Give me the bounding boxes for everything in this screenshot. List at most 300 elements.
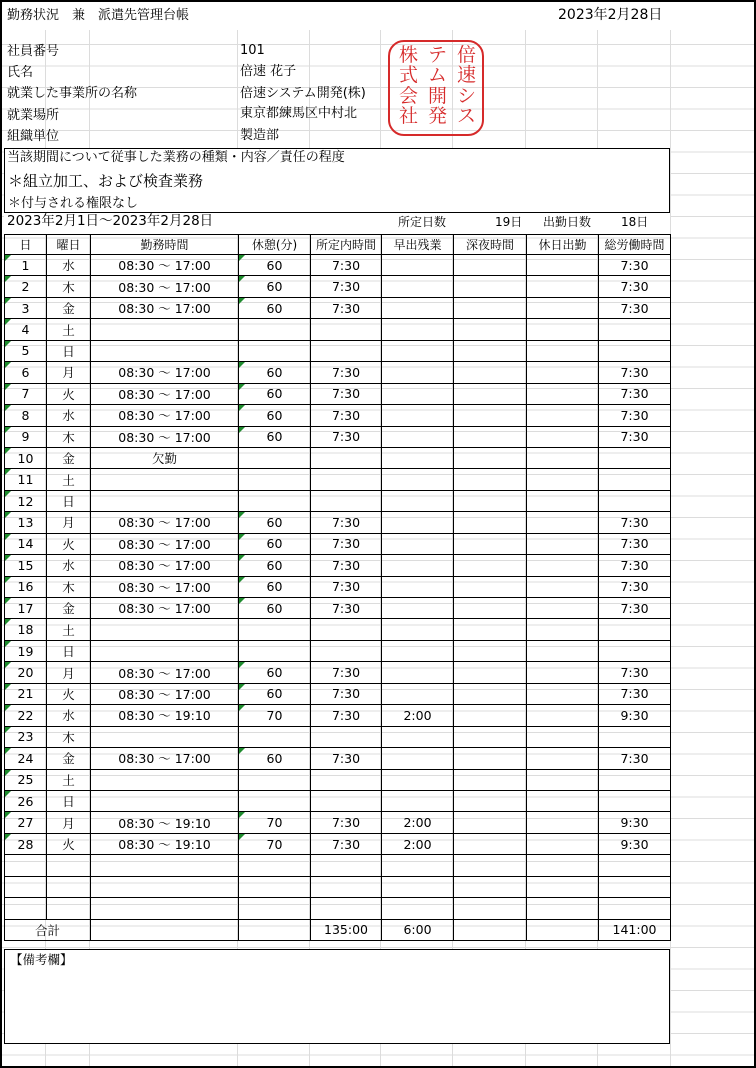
table-cell[interactable]: 27 <box>5 812 47 833</box>
table-cell[interactable]: 7:30 <box>311 426 382 447</box>
table-cell[interactable] <box>382 490 454 511</box>
table-cell[interactable]: 月 <box>47 512 91 533</box>
table-cell[interactable] <box>454 640 527 661</box>
table-cell[interactable]: 7:30 <box>311 405 382 426</box>
remarks-box[interactable] <box>4 949 670 1044</box>
table-cell[interactable]: 7:30 <box>599 662 671 683</box>
table-cell[interactable] <box>382 769 454 790</box>
table-cell[interactable] <box>454 469 527 490</box>
table-cell[interactable] <box>454 297 527 318</box>
table-cell[interactable]: 7:30 <box>599 555 671 576</box>
table-cell[interactable] <box>454 598 527 619</box>
table-cell[interactable] <box>527 855 599 876</box>
table-cell[interactable] <box>91 619 239 640</box>
table-cell[interactable] <box>311 876 382 897</box>
table-cell[interactable]: 2 <box>5 276 47 297</box>
table-cell[interactable]: 16 <box>5 576 47 597</box>
table-cell[interactable]: 金 <box>47 447 91 468</box>
table-cell[interactable]: 月 <box>47 362 91 383</box>
table-cell[interactable] <box>5 855 47 876</box>
table-cell[interactable]: 7:30 <box>311 555 382 576</box>
table-cell[interactable] <box>599 640 671 661</box>
table-cell[interactable] <box>454 447 527 468</box>
table-cell[interactable] <box>454 319 527 340</box>
table-cell[interactable]: 08:30 ～ 17:00 <box>91 555 239 576</box>
table-cell[interactable] <box>382 619 454 640</box>
table-cell[interactable] <box>527 555 599 576</box>
table-cell[interactable] <box>311 855 382 876</box>
table-cell[interactable]: 7:30 <box>311 297 382 318</box>
table-cell[interactable]: 7:30 <box>311 362 382 383</box>
table-cell[interactable] <box>527 512 599 533</box>
table-cell[interactable] <box>454 812 527 833</box>
table-cell[interactable]: 6 <box>5 362 47 383</box>
table-cell[interactable]: 08:30 ～ 17:00 <box>91 533 239 554</box>
table-cell[interactable]: 日 <box>47 340 91 361</box>
table-cell[interactable] <box>382 748 454 769</box>
table-cell[interactable]: 3 <box>5 297 47 318</box>
table-cell[interactable] <box>527 812 599 833</box>
table-cell[interactable] <box>91 876 239 897</box>
table-cell[interactable]: 木 <box>47 726 91 747</box>
table-cell[interactable]: 木 <box>47 576 91 597</box>
table-cell[interactable]: 火 <box>47 683 91 704</box>
table-cell[interactable] <box>91 469 239 490</box>
table-cell[interactable] <box>599 469 671 490</box>
table-cell[interactable] <box>599 876 671 897</box>
table-cell[interactable]: 08:30 ～ 17:00 <box>91 276 239 297</box>
column-header: 所定内時間 <box>311 235 382 255</box>
table-cell[interactable] <box>454 705 527 726</box>
table-cell[interactable] <box>599 790 671 811</box>
table-cell[interactable] <box>454 726 527 747</box>
table-cell[interactable]: 60 <box>239 297 311 318</box>
table-cell[interactable] <box>454 276 527 297</box>
table-cell[interactable]: 金 <box>47 748 91 769</box>
table-cell[interactable] <box>382 319 454 340</box>
table-cell[interactable]: 26 <box>5 790 47 811</box>
table-cell[interactable]: 土 <box>47 769 91 790</box>
table-cell[interactable]: 7:30 <box>311 833 382 854</box>
table-cell[interactable] <box>382 876 454 897</box>
table-cell[interactable]: 月 <box>47 812 91 833</box>
table-cell[interactable]: 2:00 <box>382 812 454 833</box>
table-cell[interactable] <box>527 790 599 811</box>
table-cell[interactable]: 7:30 <box>599 383 671 404</box>
table-cell[interactable]: 08:30 ～ 19:10 <box>91 705 239 726</box>
table-cell[interactable]: 9:30 <box>599 812 671 833</box>
table-cell[interactable]: 金 <box>47 598 91 619</box>
table-cell[interactable]: 日 <box>47 640 91 661</box>
table-cell[interactable]: 水 <box>47 405 91 426</box>
table-cell[interactable] <box>91 769 239 790</box>
table-cell[interactable] <box>527 898 599 919</box>
table-cell[interactable] <box>382 276 454 297</box>
table-cell[interactable]: 7:30 <box>311 812 382 833</box>
table-cell[interactable] <box>454 833 527 854</box>
table-cell[interactable]: 25 <box>5 769 47 790</box>
table-cell[interactable]: 7:30 <box>311 383 382 404</box>
table-cell[interactable] <box>311 619 382 640</box>
table-cell[interactable] <box>311 447 382 468</box>
table-cell[interactable]: 60 <box>239 512 311 533</box>
table-cell[interactable] <box>599 855 671 876</box>
table-cell[interactable] <box>382 447 454 468</box>
table-cell[interactable]: 7:30 <box>311 533 382 554</box>
table-cell[interactable]: 7:30 <box>599 426 671 447</box>
table-cell[interactable]: 7:30 <box>311 255 382 276</box>
table-row <box>5 576 671 597</box>
table-cell[interactable] <box>454 362 527 383</box>
table-cell[interactable]: 月 <box>47 662 91 683</box>
table-cell[interactable] <box>454 383 527 404</box>
table-cell[interactable] <box>527 876 599 897</box>
table-cell[interactable] <box>91 898 239 919</box>
table-cell[interactable] <box>91 790 239 811</box>
table-cell[interactable]: 7:30 <box>311 598 382 619</box>
table-cell[interactable] <box>454 898 527 919</box>
table-cell[interactable]: 7:30 <box>311 512 382 533</box>
table-cell[interactable]: 08:30 ～ 17:00 <box>91 598 239 619</box>
table-cell[interactable] <box>91 340 239 361</box>
table-cell[interactable] <box>311 319 382 340</box>
document-title: 勤務状況 兼 派遣先管理台帳 <box>7 8 190 23</box>
table-cell[interactable] <box>527 705 599 726</box>
table-cell[interactable]: 70 <box>239 812 311 833</box>
table-cell[interactable] <box>527 383 599 404</box>
table-cell[interactable]: 60 <box>239 662 311 683</box>
table-cell[interactable] <box>527 683 599 704</box>
table-cell[interactable]: 60 <box>239 748 311 769</box>
table-cell[interactable] <box>382 426 454 447</box>
table-cell[interactable] <box>311 469 382 490</box>
table-cell[interactable]: 17 <box>5 598 47 619</box>
table-cell[interactable]: 60 <box>239 533 311 554</box>
table-cell[interactable]: 4 <box>5 319 47 340</box>
employee-name-label: 氏名 <box>7 65 34 80</box>
table-cell[interactable] <box>382 576 454 597</box>
column-header: 勤務時間 <box>91 235 239 255</box>
table-cell[interactable] <box>91 855 239 876</box>
table-cell[interactable]: 日 <box>47 790 91 811</box>
table-cell[interactable]: 火 <box>47 533 91 554</box>
table-row <box>5 833 671 854</box>
table-cell[interactable]: 7:30 <box>599 598 671 619</box>
table-cell[interactable] <box>311 490 382 511</box>
table-cell[interactable] <box>454 748 527 769</box>
total-overtime: 6:00 <box>382 919 454 940</box>
table-cell[interactable]: 60 <box>239 276 311 297</box>
table-cell[interactable] <box>382 855 454 876</box>
table-cell[interactable]: 水 <box>47 255 91 276</box>
table-cell[interactable]: 7:30 <box>311 705 382 726</box>
table-cell[interactable] <box>47 855 91 876</box>
table-cell[interactable] <box>599 340 671 361</box>
table-cell[interactable]: 60 <box>239 405 311 426</box>
table-cell[interactable]: 9:30 <box>599 833 671 854</box>
table-cell[interactable] <box>382 683 454 704</box>
table-cell[interactable]: 60 <box>239 683 311 704</box>
table-row <box>5 276 671 297</box>
table-cell[interactable] <box>454 576 527 597</box>
table-cell[interactable] <box>454 340 527 361</box>
table-cell[interactable] <box>5 898 47 919</box>
table-cell[interactable] <box>454 512 527 533</box>
table-cell[interactable]: 7:30 <box>599 576 671 597</box>
table-cell[interactable] <box>239 898 311 919</box>
table-cell[interactable] <box>527 362 599 383</box>
table-cell[interactable]: 08:30 ～ 19:10 <box>91 833 239 854</box>
table-cell[interactable] <box>454 683 527 704</box>
table-cell[interactable] <box>527 769 599 790</box>
table-cell[interactable] <box>382 790 454 811</box>
table-cell[interactable] <box>239 340 311 361</box>
table-cell[interactable] <box>311 898 382 919</box>
table-cell[interactable] <box>454 855 527 876</box>
table-cell[interactable]: 60 <box>239 555 311 576</box>
table-cell[interactable] <box>454 426 527 447</box>
table-cell[interactable]: 木 <box>47 426 91 447</box>
table-cell[interactable]: 18 <box>5 619 47 640</box>
table-cell[interactable]: 7:30 <box>311 662 382 683</box>
table-cell[interactable] <box>239 640 311 661</box>
table-cell[interactable] <box>527 255 599 276</box>
table-cell[interactable] <box>239 790 311 811</box>
table-cell[interactable] <box>527 447 599 468</box>
table-cell[interactable] <box>91 640 239 661</box>
table-cell[interactable] <box>527 297 599 318</box>
table-cell[interactable]: 70 <box>239 705 311 726</box>
table-cell[interactable]: 60 <box>239 598 311 619</box>
table-cell[interactable] <box>239 490 311 511</box>
table-cell[interactable]: 7:30 <box>599 512 671 533</box>
table-cell[interactable]: 08:30 ～ 19:10 <box>91 812 239 833</box>
table-cell[interactable] <box>527 619 599 640</box>
table-row <box>5 726 671 747</box>
table-cell[interactable] <box>527 405 599 426</box>
table-cell[interactable] <box>527 662 599 683</box>
scheduled-days-value: 19日 <box>495 215 523 229</box>
table-cell[interactable] <box>382 662 454 683</box>
table-cell[interactable]: 15 <box>5 555 47 576</box>
table-cell[interactable] <box>311 640 382 661</box>
table-cell[interactable] <box>454 255 527 276</box>
column-header: 早出残業 <box>382 235 454 255</box>
table-cell[interactable]: 7:30 <box>599 405 671 426</box>
table-cell[interactable] <box>311 340 382 361</box>
table-cell[interactable]: 5 <box>5 340 47 361</box>
table-cell[interactable]: 7:30 <box>599 683 671 704</box>
table-cell[interactable] <box>311 726 382 747</box>
table-cell[interactable] <box>382 640 454 661</box>
table-cell[interactable]: 1 <box>5 255 47 276</box>
table-cell[interactable]: 60 <box>239 426 311 447</box>
table-cell[interactable] <box>382 255 454 276</box>
table-cell[interactable] <box>454 533 527 554</box>
table-cell[interactable] <box>599 898 671 919</box>
table-cell[interactable] <box>47 876 91 897</box>
table-row <box>5 362 671 383</box>
table-cell[interactable] <box>454 405 527 426</box>
table-cell[interactable]: 23 <box>5 726 47 747</box>
table-cell[interactable]: 2:00 <box>382 705 454 726</box>
table-cell[interactable]: 7:30 <box>599 362 671 383</box>
table-cell[interactable] <box>91 490 239 511</box>
table-cell[interactable] <box>239 469 311 490</box>
table-cell[interactable] <box>5 876 47 897</box>
table-cell[interactable] <box>454 490 527 511</box>
table-cell[interactable]: 60 <box>239 362 311 383</box>
table-cell[interactable] <box>239 447 311 468</box>
table-cell[interactable]: 22 <box>5 705 47 726</box>
table-cell[interactable] <box>382 340 454 361</box>
table-cell[interactable]: 火 <box>47 383 91 404</box>
table-cell[interactable] <box>454 662 527 683</box>
table-cell[interactable]: 10 <box>5 447 47 468</box>
table-cell[interactable]: 12 <box>5 490 47 511</box>
table-cell[interactable] <box>454 555 527 576</box>
table-cell[interactable]: 08:30 ～ 17:00 <box>91 683 239 704</box>
table-cell[interactable] <box>382 297 454 318</box>
table-cell[interactable]: 2:00 <box>382 833 454 854</box>
table-cell[interactable]: 08:30 ～ 17:00 <box>91 297 239 318</box>
table-cell[interactable] <box>382 383 454 404</box>
table-cell[interactable]: 13 <box>5 512 47 533</box>
table-cell[interactable] <box>382 898 454 919</box>
table-cell[interactable]: 7:30 <box>599 276 671 297</box>
table-cell[interactable]: 08:30 ～ 17:00 <box>91 426 239 447</box>
table-cell[interactable]: 7:30 <box>599 748 671 769</box>
table-cell[interactable]: 08:30 ～ 17:00 <box>91 405 239 426</box>
table-cell[interactable] <box>527 276 599 297</box>
table-cell[interactable] <box>239 319 311 340</box>
table-row <box>5 662 671 683</box>
table-cell[interactable]: 9:30 <box>599 705 671 726</box>
table-cell[interactable] <box>527 469 599 490</box>
table-cell[interactable] <box>527 726 599 747</box>
table-cell[interactable] <box>454 790 527 811</box>
table-cell[interactable] <box>599 490 671 511</box>
table-cell[interactable] <box>239 726 311 747</box>
table-cell[interactable] <box>382 726 454 747</box>
table-cell[interactable]: 08:30 ～ 17:00 <box>91 362 239 383</box>
table-cell[interactable]: 欠勤 <box>91 447 239 468</box>
table-cell[interactable]: 7:30 <box>599 533 671 554</box>
table-cell[interactable] <box>311 790 382 811</box>
table-cell[interactable] <box>527 340 599 361</box>
table-cell[interactable] <box>599 619 671 640</box>
table-cell[interactable] <box>239 769 311 790</box>
table-cell[interactable] <box>527 833 599 854</box>
table-cell[interactable] <box>239 619 311 640</box>
column-header: 休憩(分) <box>239 235 311 255</box>
table-cell[interactable] <box>382 362 454 383</box>
table-cell[interactable] <box>47 898 91 919</box>
table-cell[interactable]: 土 <box>47 469 91 490</box>
table-cell[interactable] <box>527 748 599 769</box>
table-cell[interactable] <box>599 769 671 790</box>
table-cell[interactable] <box>527 598 599 619</box>
table-cell[interactable] <box>527 576 599 597</box>
table-cell[interactable]: 08:30 ～ 17:00 <box>91 748 239 769</box>
column-header: 休日出勤 <box>527 235 599 255</box>
employee-id-value: 101 <box>240 43 265 58</box>
table-cell[interactable]: 金 <box>47 297 91 318</box>
table-cell[interactable] <box>91 319 239 340</box>
table-cell[interactable]: 20 <box>5 662 47 683</box>
table-cell[interactable]: 08:30 ～ 17:00 <box>91 662 239 683</box>
table-cell[interactable]: 28 <box>5 833 47 854</box>
table-cell[interactable]: 60 <box>239 383 311 404</box>
table-cell[interactable]: 土 <box>47 319 91 340</box>
table-cell[interactable]: 水 <box>47 555 91 576</box>
table-cell[interactable]: 70 <box>239 833 311 854</box>
table-cell[interactable]: 7:30 <box>599 255 671 276</box>
table-cell[interactable]: 火 <box>47 833 91 854</box>
table-cell[interactable] <box>527 640 599 661</box>
table-cell[interactable]: 9 <box>5 426 47 447</box>
table-cell[interactable] <box>527 319 599 340</box>
table-cell[interactable]: 19 <box>5 640 47 661</box>
table-cell[interactable] <box>527 426 599 447</box>
table-cell[interactable]: 14 <box>5 533 47 554</box>
table-cell[interactable] <box>599 319 671 340</box>
table-cell[interactable] <box>454 876 527 897</box>
table-cell[interactable] <box>382 405 454 426</box>
table-cell[interactable] <box>599 447 671 468</box>
table-cell[interactable]: 7:30 <box>311 276 382 297</box>
table-cell[interactable]: 24 <box>5 748 47 769</box>
table-cell[interactable]: 11 <box>5 469 47 490</box>
table-cell[interactable] <box>382 555 454 576</box>
table-cell[interactable]: 水 <box>47 705 91 726</box>
remarks-heading: 【備考欄】 <box>10 952 73 967</box>
table-cell[interactable] <box>454 619 527 640</box>
table-cell[interactable] <box>527 533 599 554</box>
table-cell[interactable]: 7 <box>5 383 47 404</box>
period-range: 2023年2月1日～2023年2月28日 <box>7 213 214 229</box>
table-cell[interactable] <box>454 769 527 790</box>
table-cell[interactable] <box>382 533 454 554</box>
table-cell[interactable] <box>311 769 382 790</box>
table-cell[interactable]: 60 <box>239 255 311 276</box>
table-cell[interactable]: 7:30 <box>599 297 671 318</box>
table-cell[interactable] <box>527 490 599 511</box>
table-cell[interactable]: 7:30 <box>311 683 382 704</box>
table-row <box>5 598 671 619</box>
table-cell[interactable] <box>382 512 454 533</box>
table-cell[interactable] <box>239 876 311 897</box>
table-cell[interactable] <box>239 855 311 876</box>
table-cell[interactable]: 08:30 ～ 17:00 <box>91 512 239 533</box>
table-cell[interactable]: 60 <box>239 576 311 597</box>
table-cell[interactable]: 08:30 ～ 17:00 <box>91 576 239 597</box>
table-cell[interactable]: 日 <box>47 490 91 511</box>
table-cell[interactable]: 21 <box>5 683 47 704</box>
table-cell[interactable]: 7:30 <box>311 576 382 597</box>
table-cell[interactable]: 08:30 ～ 17:00 <box>91 255 239 276</box>
duties-heading: 当該期間について従事した業務の種類・内容／責任の程度 <box>7 150 345 165</box>
table-cell[interactable] <box>599 726 671 747</box>
table-cell[interactable]: 8 <box>5 405 47 426</box>
table-cell[interactable]: 土 <box>47 619 91 640</box>
table-cell[interactable]: 木 <box>47 276 91 297</box>
table-cell[interactable] <box>382 598 454 619</box>
table-cell[interactable] <box>91 726 239 747</box>
table-cell[interactable]: 7:30 <box>311 748 382 769</box>
table-cell[interactable]: 08:30 ～ 17:00 <box>91 383 239 404</box>
table-cell[interactable] <box>382 469 454 490</box>
